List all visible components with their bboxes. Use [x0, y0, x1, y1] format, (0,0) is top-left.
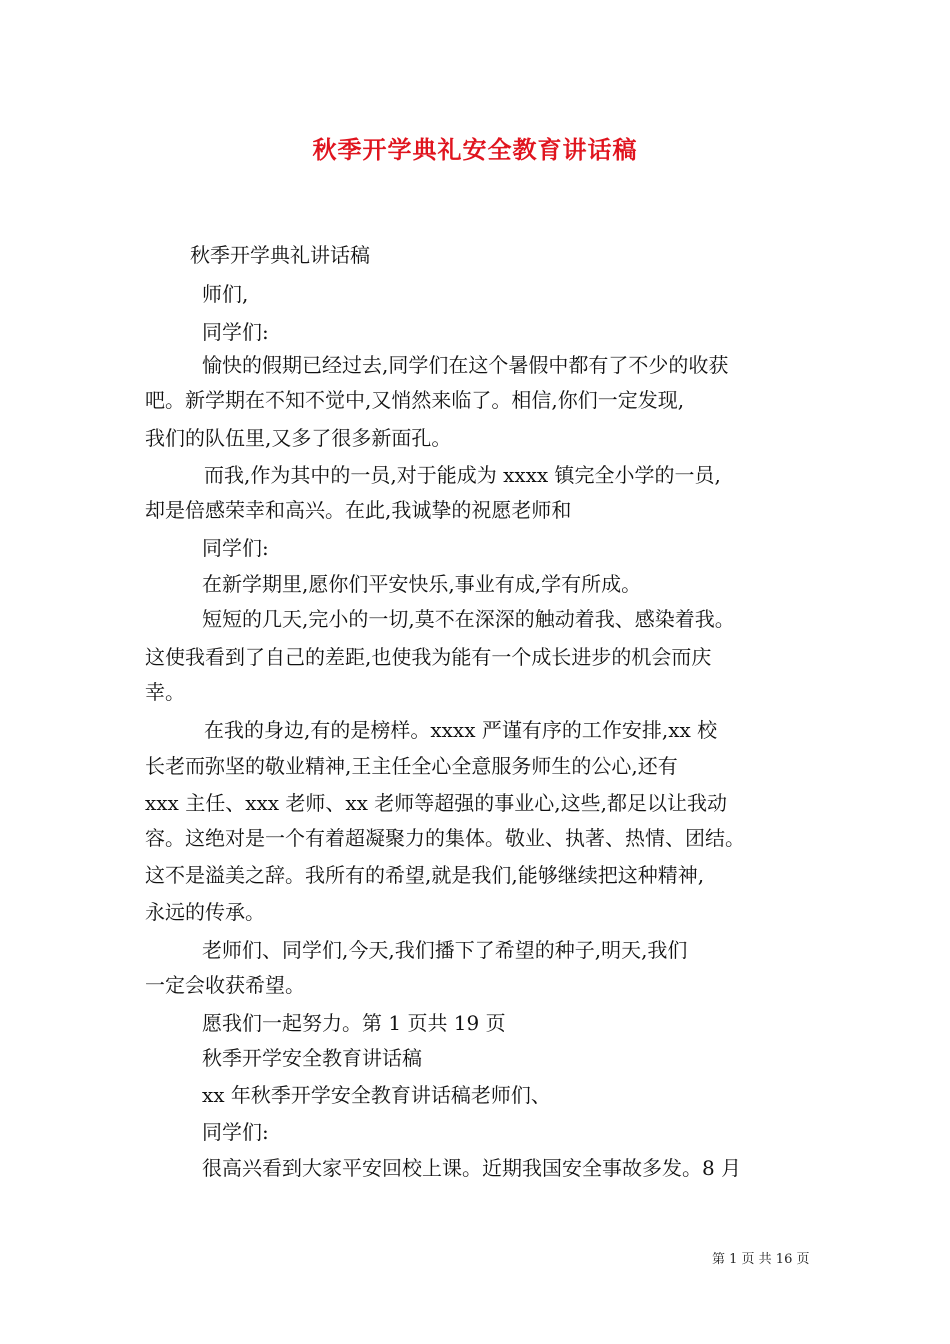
body-line: 秋季开学安全教育讲话稿: [202, 1046, 422, 1070]
body-line: 老师们、同学们,今天,我们播下了希望的种子,明天,我们: [202, 938, 688, 962]
body-line: 同学们:: [202, 536, 269, 560]
document-title: 秋季开学典礼安全教育讲话稿: [312, 135, 638, 164]
body-line: 在新学期里,愿你们平安快乐,事业有成,学有所成。: [202, 572, 642, 596]
body-line: xx 年秋季开学安全教育讲话稿老师们、: [202, 1083, 551, 1107]
body-line: 我们的队伍里,又多了很多新面孔。: [145, 426, 452, 450]
body-line: 一定会收获希望。: [145, 973, 305, 997]
body-line: 同学们:: [202, 320, 269, 344]
body-line: 同学们:: [202, 1120, 269, 1144]
body-line: 这不是溢美之辞。我所有的希望,就是我们,能够继续把这种精神,: [145, 863, 705, 887]
body-line: 长老而弥坚的敬业精神,王主任全心全意服务师生的公心,还有: [145, 754, 678, 778]
body-line: 幸。: [145, 680, 185, 704]
body-line: 永远的传承。: [145, 900, 265, 924]
body-line: 在我的身边,有的是榜样。xxxx 严谨有序的工作安排,xx 校: [204, 718, 718, 742]
body-line: 很高兴看到大家平安回校上课。近期我国安全事故多发。8 月: [202, 1156, 742, 1180]
body-line: 吧。新学期在不知不觉中,又悄然来临了。相信,你们一定发现,: [145, 388, 685, 412]
page-footer: 第 1 页 共 16 页: [712, 1252, 810, 1267]
body-line: 容。这绝对是一个有着超凝聚力的集体。敬业、执著、热情、团结。: [145, 826, 745, 850]
body-line: 师们,: [202, 282, 249, 306]
body-line: 这使我看到了自己的差距,也使我为能有一个成长进步的机会而庆: [145, 645, 712, 669]
body-line: 短短的几天,完小的一切,莫不在深深的触动着我、感染着我。: [202, 607, 735, 631]
body-line: xxx 主任、xxx 老师、xx 老师等超强的事业心,这些,都足以让我动: [145, 791, 728, 815]
body-line: 愿我们一起努力。第 1 页共 19 页: [202, 1011, 506, 1035]
body-line: 愉快的假期已经过去,同学们在这个暑假中都有了不少的收获: [202, 353, 729, 377]
body-line: 秋季开学典礼讲话稿: [190, 243, 370, 267]
body-line: 而我,作为其中的一员,对于能成为 xxxx 镇完全小学的一员,: [204, 463, 721, 487]
body-line: 却是倍感荣幸和高兴。在此,我诚挚的祝愿老师和: [145, 498, 572, 522]
